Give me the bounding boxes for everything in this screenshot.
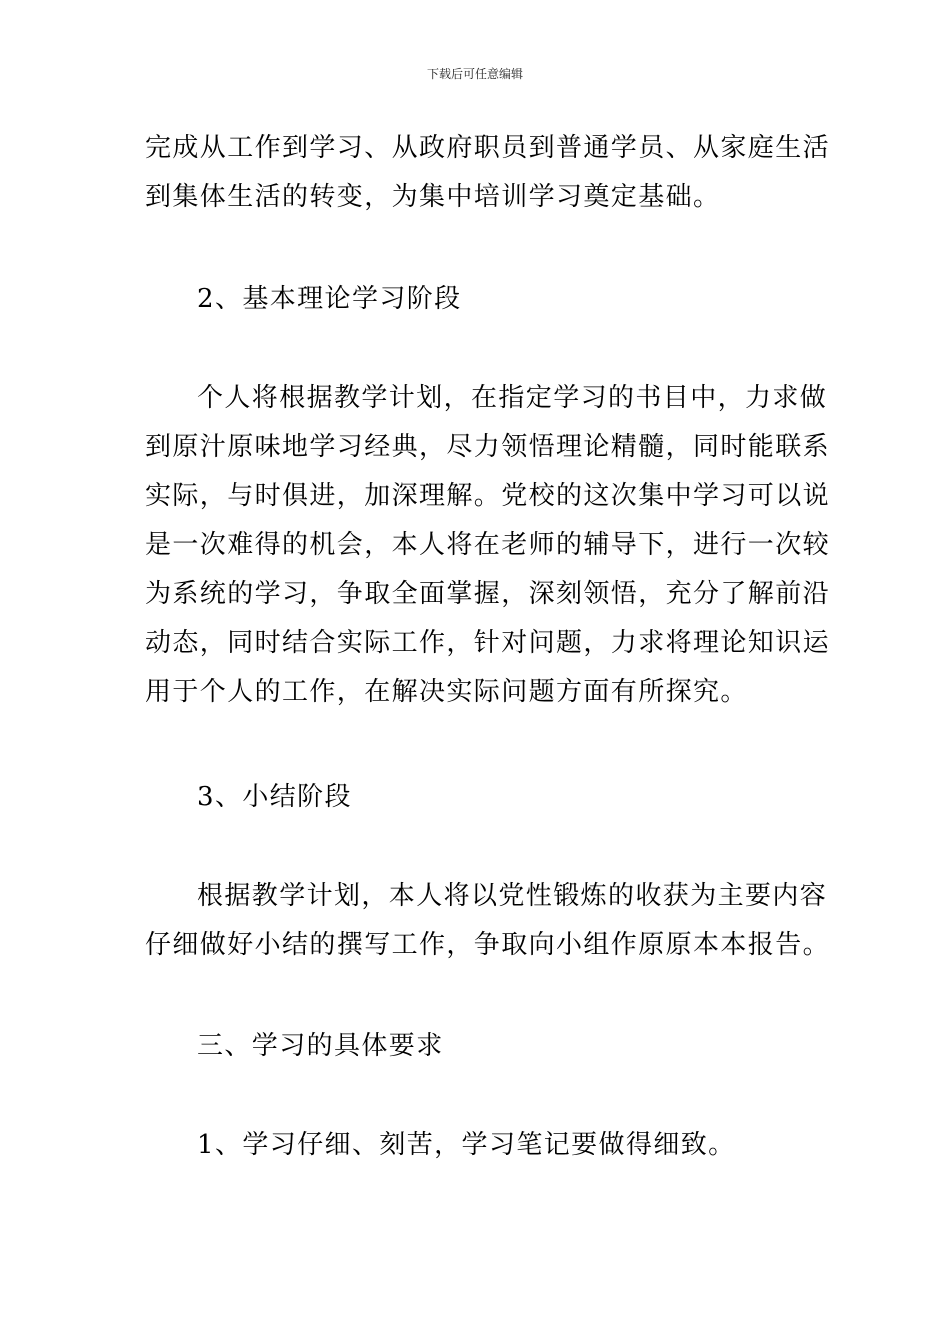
section-heading-requirements (145, 1022, 815, 1071)
paragraph-intro (145, 124, 831, 222)
heading-text: 2、基本理论学习阶段 (197, 284, 462, 314)
requirement-item-1 (145, 1121, 815, 1170)
paragraph-line: 仔细做好小结的撰写工作，争取向小组作原原本本报告。 (145, 930, 831, 960)
paragraph-line: 动态，同时结合实际工作，针对问题，力求将理论知识运 (145, 628, 831, 658)
paragraph-line: 用于个人的工作，在解决实际问题方面有所探究。 (145, 677, 748, 707)
heading-text: 3、小结阶段 (197, 782, 352, 812)
paragraph-theory-study (145, 374, 831, 717)
paragraph-line: 实际，与时俱进，加深理解。党校的这次集中学习可以说 (145, 481, 831, 511)
heading-text: 三、学习的具体要求 (197, 1031, 444, 1061)
paragraph-line: 为系统的学习，争取全面掌握，深刻领悟，充分了解前沿 (145, 579, 831, 609)
paragraph-summary (145, 872, 831, 970)
list-item: 1、学习仔细、刻苦，学习笔记要做得细致。 (197, 1130, 736, 1160)
section-heading-3 (145, 773, 815, 822)
paragraph-line: 个人将根据教学计划，在指定学习的书目中，力求做 (197, 383, 828, 413)
paragraph-line: 完成从工作到学习、从政府职员到普通学员、从家庭生活 (145, 133, 831, 163)
paragraph-line: 根据教学计划，本人将以党性锻炼的收获为主要内容 (197, 881, 828, 911)
page-header: 下载后可任意编辑 (426, 67, 523, 81)
paragraph-line: 到原汁原味地学习经典，尽力领悟理论精髓，同时能联系 (145, 432, 831, 462)
paragraph-line: 是一次难得的机会，本人将在老师的辅导下，进行一次较 (145, 530, 831, 560)
section-heading-2 (145, 275, 815, 324)
paragraph-line: 到集体生活的转变，为集中培训学习奠定基础。 (145, 182, 721, 212)
